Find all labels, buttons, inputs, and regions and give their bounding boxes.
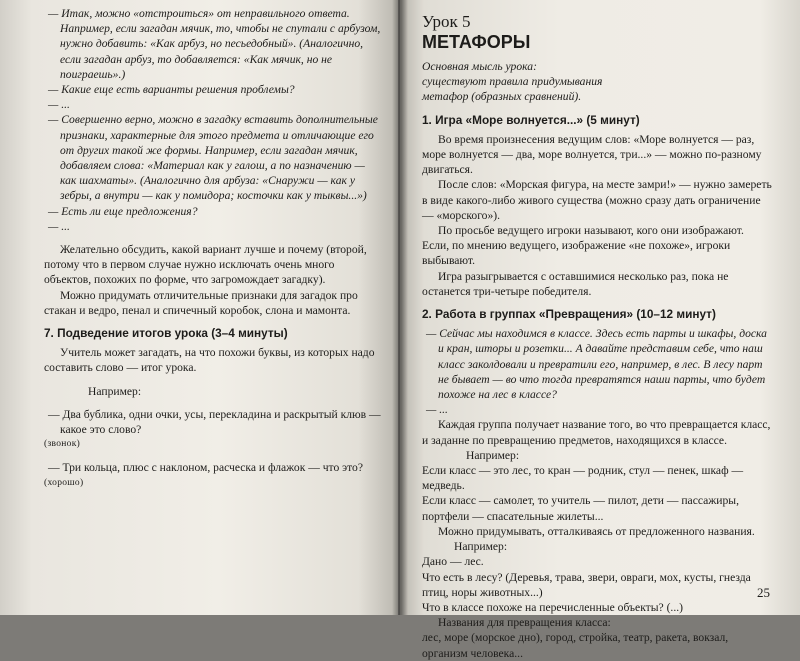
riddle-answer: (хорошо)	[44, 477, 84, 488]
paragraph: Во время произнесения ведущим слов: «Море волнуется — раз, море волнуется — два, море волнуется, три...» — можно по-разному двигаться.	[422, 132, 762, 177]
riddle: — Три кольца, плюс с наклоном, расческа и флажок — что это?	[48, 461, 363, 475]
example-label: Например:	[466, 448, 520, 462]
paragraph: Игра разыгрывается с оставшимися несколько раз, пока не останется три-четыре победителя.	[422, 269, 729, 298]
right-page	[400, 0, 800, 660]
page-number: 25	[757, 585, 770, 600]
paragraph: Названия для превращения класса:	[438, 616, 611, 630]
paragraph: По просьбе ведущего игроки называют, кого они изображают. Если, по мнению ведущего, изображение «не похоже», игроки выбывают.	[422, 224, 744, 268]
example-label: Например:	[454, 540, 508, 554]
example-line: Что есть в лесу? (Деревья, трава, звери, овраги, мох, кусты, гнезда птиц, норы животных...)	[422, 570, 751, 599]
lesson-label: Урок 5	[422, 12, 471, 31]
dialogue-line: — Совершенно верно, можно в загадку вставить дополнительные признаки, характерные для этого предмета и отличающие его от других такой же формы. Например, если загадан мячик, добавляем слова: «Материал как у галош, а по назначению — как шахматы». (Аналогично для арбуза: «Снаружи — как у зебры, а внутри — как у помидора; косточки как у тыквы...»)	[48, 113, 378, 203]
riddle-answer: (звонок)	[44, 439, 81, 450]
section-heading: 1. Игра «Море волнуется...» (5 минут)	[422, 112, 640, 127]
example-label: Например:	[88, 384, 142, 398]
book-gutter	[392, 0, 408, 615]
dialogue-line: — Сейчас мы находимся в классе. Здесь есть парты и шкафы, доска и кран, шторы и розетки... А давайте представим себе, что наш класс заколдовали и превратили его, например, в лес. В лесу парт не бывает — во что тогда превратятся наши парты, что будет похоже на лес в классе?	[426, 327, 767, 402]
dialogue-line: — Какие еще есть варианты решения проблемы?	[48, 83, 295, 97]
paragraph: Можно придумать отличительные признаки для загадок про стакан и ведро, пенал и спичечный коробок, слона и мамонта.	[44, 288, 358, 317]
left-page	[0, 0, 398, 615]
main-idea	[422, 59, 772, 105]
section-heading: 7. Подведение итогов урока (3–4 минуты)	[44, 326, 288, 341]
main-idea-line: существуют правила придумывания	[422, 75, 603, 89]
paragraph: Желательно обсудить, какой вариант лучше и почему (второй, потому что в первом случае нужно исключать очень много объектов, похожих по форме, что загромождает загадку).	[44, 243, 367, 287]
main-idea-line: Основная мысль урока:	[422, 60, 537, 73]
example-line: лес, море (морское дно), город, стройка, театр, ракета, вокзал, организм человека...	[422, 631, 729, 660]
paragraph: После слов: «Морская фигура, на месте замри!» — нужно замереть в виде какого-либо живого существа (можно сразу дать ограничение — «морского»).	[422, 178, 772, 222]
dialogue-line: — Есть ли еще предложения?	[48, 204, 198, 218]
riddle: — Два бублика, одни очки, усы, перекладина и раскрытый клюв — какое это слово?	[48, 407, 381, 437]
dialogue-line: — ...	[48, 98, 70, 112]
paragraph: Можно придумывать, отталкиваясь от предложенного названия.	[438, 524, 755, 538]
example-line: Если класс — это лес, то кран — родник, стул — пенек, шкаф — медведь.	[422, 464, 744, 493]
example-line: Если класс — самолет, то учитель — пилот, дети — пассажиры, портфели — спасательные жилеты...	[422, 494, 739, 523]
example-line: Что в классе похоже на перечисленные объекты? (...)	[422, 600, 683, 614]
example-line: Дано — лес.	[422, 555, 484, 569]
lesson-title: МЕТАФОРЫ	[422, 32, 531, 52]
paragraph: Учитель может загадать, на что похожи буквы, из которых надо составить слово — итог урока.	[44, 346, 375, 375]
dialogue-line: — ...	[426, 403, 448, 417]
dialogue-line: — Итак, можно «отстроиться» от неправильного ответа. Например, если загадан мячик, то, чтобы не спутали с арбузом, нужно добавить: «Как арбуз, но песьедобный». (Аналогично, если загадан арбуз, то добавляется: «Как мячик, но не поиграешь».)	[48, 7, 381, 81]
main-idea-line: метафор (образных сравнений).	[422, 90, 582, 104]
dialogue-line: — ...	[48, 219, 70, 233]
paragraph: Каждая группа получает название того, во что превращается класс, и заданне по превращению предметов, находящихся в классе.	[422, 418, 771, 447]
section-heading: 2. Работа в группах «Превращения» (10–12 минут)	[422, 307, 716, 322]
